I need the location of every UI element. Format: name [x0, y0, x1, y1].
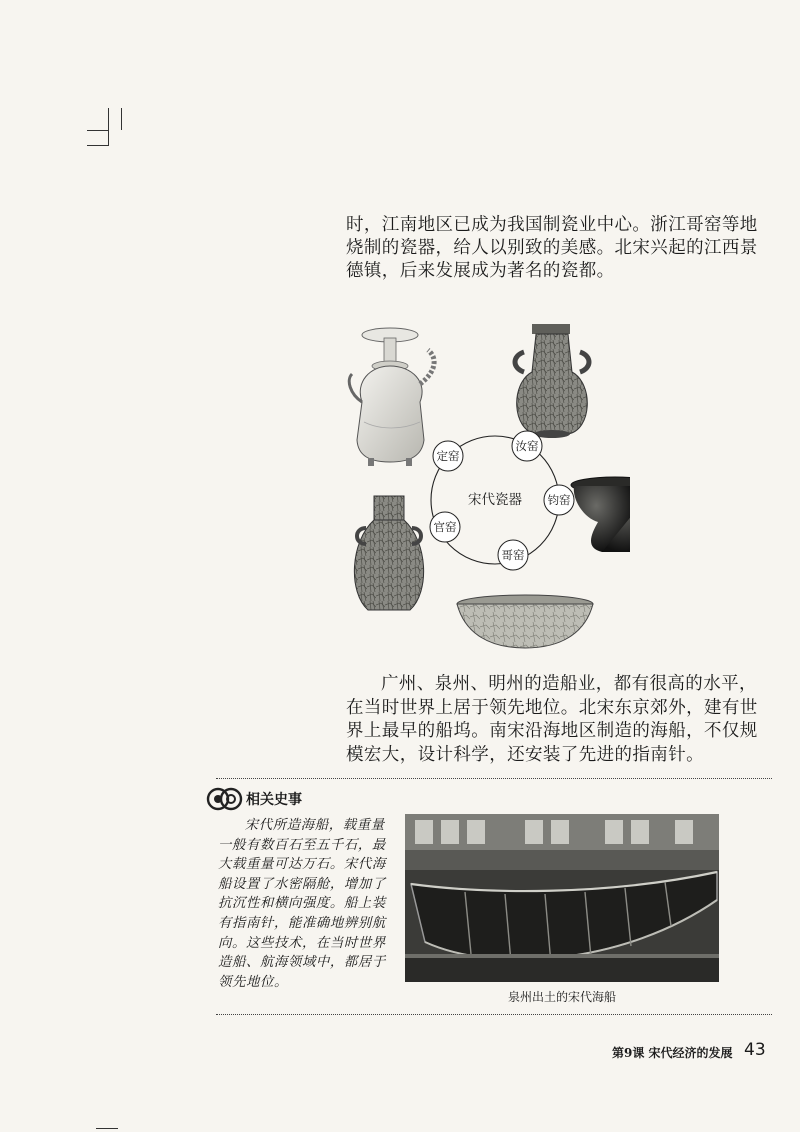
intro-paragraph: 时，江南地区已成为我国制瓷业中心。浙江哥窑等地烧制的瓷器，给人以别致的美感。北宋兴起的江西景德镇，后来发展成为著名的瓷都。 — [346, 215, 758, 281]
related-history-icon — [206, 784, 244, 814]
kiln-label-ru: 汝窑 — [515, 439, 539, 453]
kiln-label-jun: 钧窑 — [547, 493, 571, 507]
crop-mark — [108, 108, 109, 146]
section-divider — [216, 1014, 772, 1015]
related-history-text: 宋代所造海船，载重量一般有数百石至五千石，最大载重量可达万石。宋代海船设置了水密隔舱，增加了抗沉性和横向强度。船上装有指南针，能准确地辨别航向。这些技术，在当时世界造船、航海领域中，都居于领先地位。 — [218, 818, 386, 990]
song-ship-photo — [405, 814, 719, 982]
section-divider — [216, 778, 772, 779]
figure-center-label: 宋代瓷器 — [468, 492, 522, 508]
porcelain-illustration — [340, 322, 630, 652]
related-history-header — [206, 784, 302, 814]
crop-mark — [96, 1128, 118, 1129]
ge-bowl — [457, 595, 593, 648]
ding-ewer — [349, 328, 434, 466]
photo-caption: 泉州出土的宋代海船 — [507, 990, 616, 1004]
crop-mark — [121, 108, 122, 130]
jun-jar — [571, 477, 630, 552]
ru-vase — [515, 324, 589, 438]
related-history-title: 相关史事 — [246, 792, 302, 808]
page-number: 43 — [744, 1040, 766, 1060]
guan-vase — [354, 496, 423, 610]
shipbuilding-paragraph: 广州、泉州、明州的造船业，都有很高的水平，在当时世界上居于领先地位。北宋东京郊外，建有世界上最早的船坞。南宋沿海地区制造的海船，不仅规模宏大，设计科学，还安装了先进的指南针。 — [346, 674, 758, 765]
kiln-label-ge: 哥窑 — [501, 548, 525, 562]
kiln-label-guan: 官窑 — [433, 520, 457, 534]
crop-mark — [87, 145, 109, 146]
porcelain-figure — [340, 322, 630, 652]
kiln-label-ding: 定窑 — [436, 449, 460, 463]
crop-mark — [87, 130, 109, 131]
footer-chapter: 第9课 宋代经济的发展 — [612, 1046, 733, 1060]
